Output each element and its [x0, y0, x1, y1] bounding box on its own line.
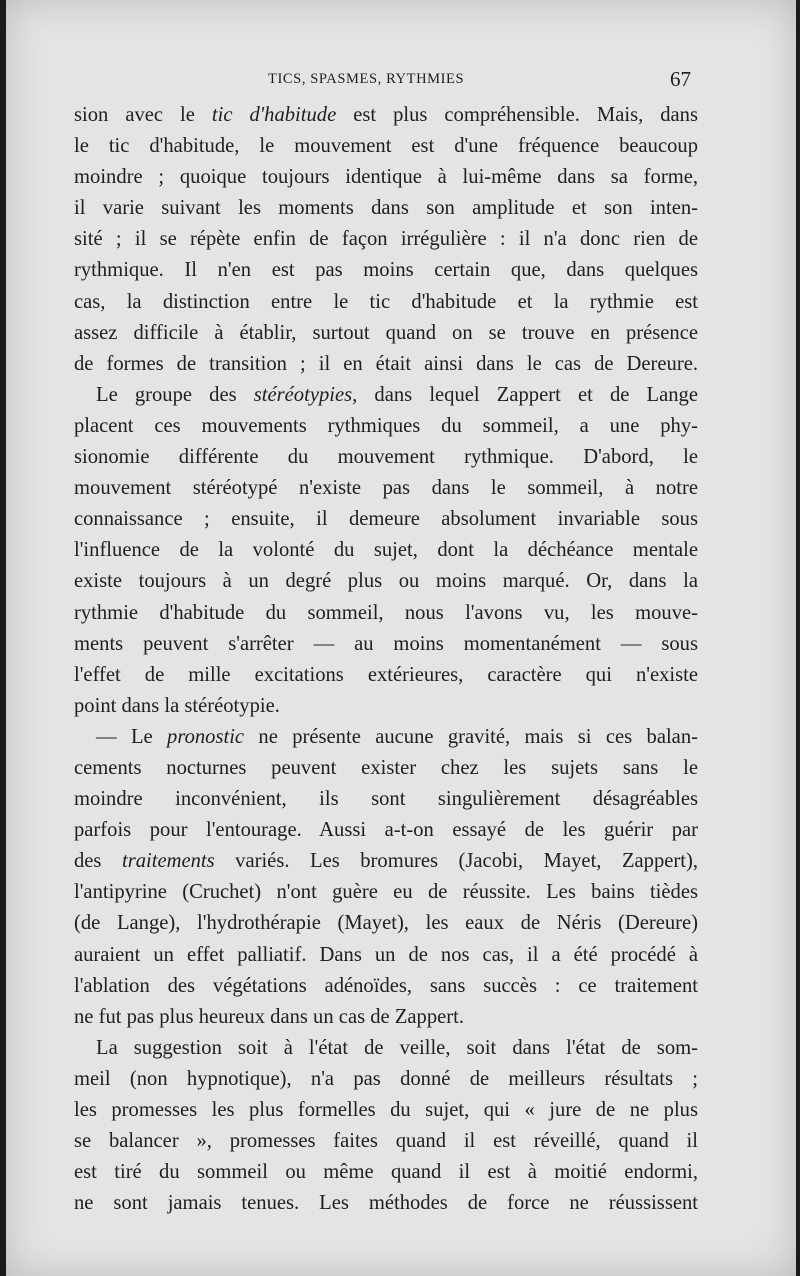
text-line: l'effet de mille excitations extérieures, caractère qui n'existe [74, 663, 698, 686]
text-line: existe toujours à un degré plus ou moins marqué. Or, dans la [74, 570, 698, 593]
text-line: est tiré du sommeil ou même quand il est à moitié endormi, [74, 1161, 698, 1184]
text-line: moindre ; quoique toujours identique à lui-même dans sa forme, [74, 166, 698, 189]
text-line: le tic d'habitude, le mouvement est d'une fréquence beaucoup [74, 135, 698, 158]
body-text [74, 100, 698, 1219]
text-line: il varie suivant les moments dans son amplitude et son inten- [74, 197, 698, 220]
text-line: (de Lange), l'hydrothérapie (Mayet), les eaux de Néris (Dereure) [74, 912, 698, 935]
text-line: ne fut pas plus heureux dans un cas de Zappert. [74, 1005, 465, 1028]
text-line: — Le pronostic ne présente aucune gravité, mais si ces balan- [96, 725, 698, 748]
text-line: point dans la stéréotypie. [74, 694, 280, 717]
text-line: les promesses les plus formelles du sujet, qui « jure de ne plus [74, 1099, 698, 1121]
text-line: de formes de transition ; il en était ainsi dans le cas de Dereure. [74, 352, 698, 375]
italic-term: tic d'habitude [211, 104, 337, 126]
text-line: sion avec le tic d'habitude est plus compréhensible. Mais, dans [74, 104, 698, 126]
text-line: placent ces mouvements rythmiques du sommeil, a une phy- [74, 414, 698, 437]
running-head [6, 66, 796, 96]
text-line: rythmie d'habitude du sommeil, nous l'avons vu, les mouve- [74, 601, 698, 624]
text-line: ments peuvent s'arrêter — au moins momentanément — sous [74, 632, 698, 655]
italic-term: pronostic [167, 725, 245, 748]
text-line: sionomie différente du mouvement rythmique. D'abord, le [74, 446, 698, 469]
text-line: rythmique. Il n'en est pas moins certain que, dans quelques [74, 259, 698, 282]
text-line: l'antipyrine (Cruchet) n'ont guère eu de réussite. Les bains tièdes [74, 881, 698, 904]
text-line: des traitements variés. Les bromures (Jacobi, Mayet, Zappert), [74, 850, 698, 873]
text-line: l'ablation des végétations adénoïdes, sans succès : ce traitement [74, 974, 698, 997]
text-line: connaissance ; ensuite, il demeure absolument invariable sous [74, 508, 698, 531]
text-line: parfois pour l'entourage. Aussi a-t-on essayé de les guérir par [74, 819, 698, 842]
text-line: se balancer », promesses faites quand il est réveillé, quand il [74, 1130, 698, 1153]
text-line: ne sont jamais tenues. Les méthodes de force ne réussissent [74, 1192, 698, 1215]
text-line: moindre inconvénient, ils sont singulièrement désagréables [74, 788, 698, 811]
text-line: auraient un effet palliatif. Dans un de nos cas, il a été procédé à [74, 943, 698, 966]
text-line: l'influence de la volonté du sujet, dont la déchéance mentale [74, 539, 698, 562]
running-head-title: TICS, SPASMES, RYTHMIES [268, 71, 465, 87]
text-line: mouvement stéréotypé n'existe pas dans le sommeil, à notre [74, 477, 698, 500]
text-line: cas, la distinction entre le tic d'habitude et la rythmie est [74, 290, 698, 313]
page-number: 67 [670, 67, 691, 91]
italic-term: traitements [121, 850, 215, 873]
book-page [6, 0, 796, 1276]
text-line: meil (non hypnotique), n'a pas donné de meilleurs résultats ; [74, 1067, 698, 1090]
text-line: assez difficile à établir, surtout quand on se trouve en présence [74, 321, 698, 344]
text-line: sité ; il se répète enfin de façon irrégulière : il n'a donc rien de [74, 228, 698, 251]
text-line: cements nocturnes peuvent exister chez les sujets sans le [74, 756, 698, 779]
text-line: La suggestion soit à l'état de veille, soit dans l'état de som- [96, 1036, 698, 1059]
italic-term: stéréotypies, [253, 383, 358, 406]
text-line: Le groupe des stéréotypies, dans lequel Zappert et de Lange [96, 383, 698, 406]
